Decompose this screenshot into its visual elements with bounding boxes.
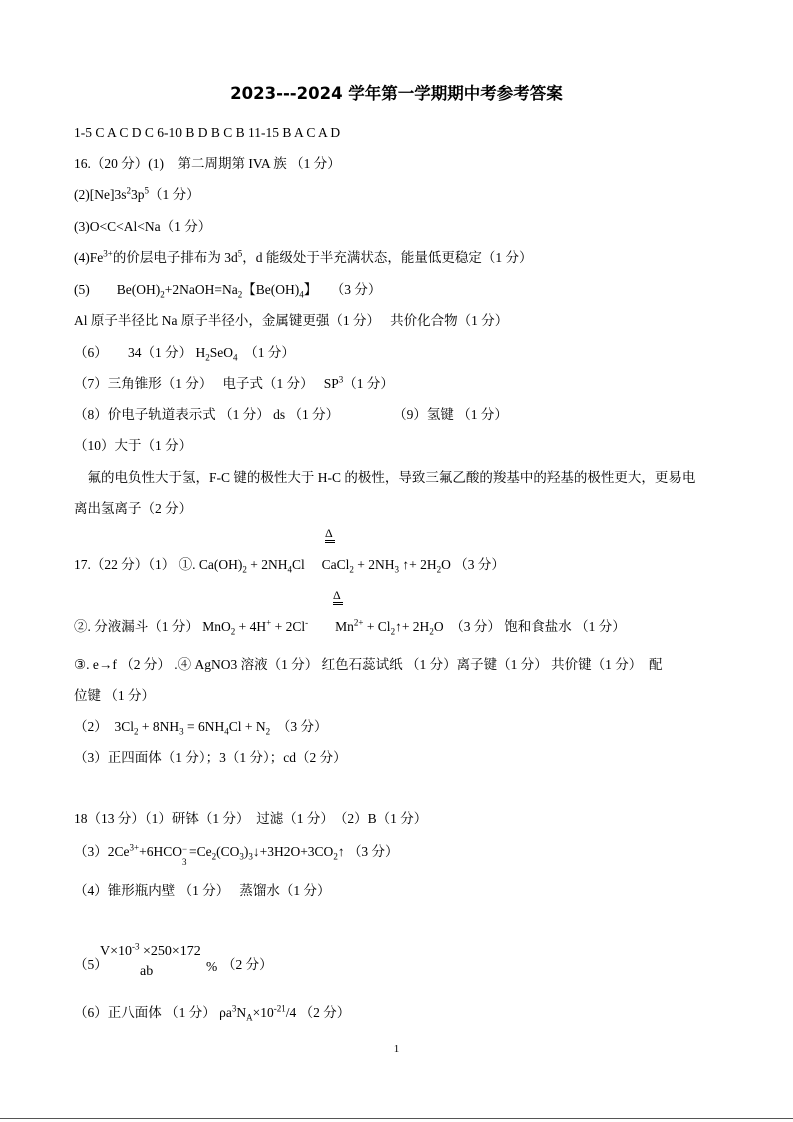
q18-line-4-label: （5） [74,957,108,972]
q17-line-5: （2） $3Cl_2 + 8NH_3 = 6NH_4Cl + N_2$ （3 分） [74,719,328,737]
page-title: 2023---2024 学年第一学期期中考参考答案 [230,84,563,103]
heat-triangle-2: Δ [333,589,343,605]
q18-line-2: $(3)2Ce^{3+}+6HCO$ − 3 $=Ce_2(CO_3)_3↓+3H2O+3CO_2↑$ （3 分） [74,842,399,867]
fraction-numerator: $V\times 10^{-3} \times 250\times 172$ [100,941,201,959]
q16-line-10: （10）大于（1 分） [74,438,193,453]
q16-line-3: (3)O<C<Al<Na（1 分） [74,219,212,234]
q16-line-12: 离出氢离子（2 分） [74,501,193,516]
q18-line-4-score: （2 分） [222,957,273,972]
q16-line-9: （8）价电子轨道表示式 （1 分） ds （1 分） （9）氢键 （1 分） [74,407,508,422]
q17-line-1: 17.（22 分）（1） ①. $Ca(OH)_2 + 2NH_4Cl$ CaCl$_2$ + $2NH_3$ ↑+ $2H_2O$ （3 分） [74,557,505,575]
q16-line-8: （7）三角锥形（1 分） 电子式（1 分） $SP^3(1$ 分） [74,374,394,391]
q16-line-1: 16.（20 分）(1) 第二周期第 IVA 族 （1 分） [74,156,341,171]
q16-line-11: 氟的电负性大于氢，F-C 键的极性大于 H-C 的极性，导致三氟乙酸的羧基中的羟基的极性更大，更易电 [74,470,696,485]
q17-line-6: （3）正四面体（1 分）；3（1 分）；cd（2 分） [74,750,347,765]
q16-line-2: $(2)[Ne]3s^23p^5(1$ 分） [74,185,200,202]
percent-sign: % [206,959,218,974]
fraction-formula [100,941,201,980]
q16-line-4: $(4)Fe^{3+}$的价层电子排布为 $3d^5$，d 能级处于半充满状态，能量低更稳定（1 分） [74,248,533,265]
q18-line-5: （6）正八面体 （1 分） $\rho a^3N_A\times 10^{-21}/4$ （2 分） [74,1003,351,1023]
heat-triangle-1: Δ [325,527,335,543]
mc-answers: 1-5 C A C D C 6-10 B D B C B 11-15 B A C A D [74,125,341,140]
q16-line-6: Al 原子半径比 Na 原子半径小，金属键更强（1 分） 共价化合物（1 分） [74,313,509,328]
page-number: 1 [393,1043,400,1055]
fraction-denominator: ab [140,964,154,979]
q16-line-5: (5) $Be(OH)_2+2NaOH=Na_2$【$Be(OH)_4$】 （3 分） [74,282,382,300]
q18-line-1: 18（13 分）（1）研钵（1 分） 过滤（1 分） （2）B（1 分） [74,811,428,826]
q17-line-4: 位键 （1 分） [74,688,155,703]
q18-line-3: （4）锥形瓶内壁 （1 分） 蒸馏水（1 分） [74,883,331,898]
bottom-divider [0,1118,793,1119]
q17-line-2: ②. 分液漏斗（1 分） MnO$_2$ + 4H+ + 2Cl- $Mn^{2+}$ + $Cl_2↑+ 2H_2O$ （3 分） 饱和食盐水 （1 分） [74,617,626,637]
q17-line-3: ③. e→f （2 分） .④ AgNO3 溶液（1 分） 红色石蕊试纸 （1 分）离子键（1 分） 共价键（1 分） 配 [74,657,663,672]
q16-line-7: （6） 34（1 分） $H_2SeO_4$ （1 分） [74,345,295,363]
